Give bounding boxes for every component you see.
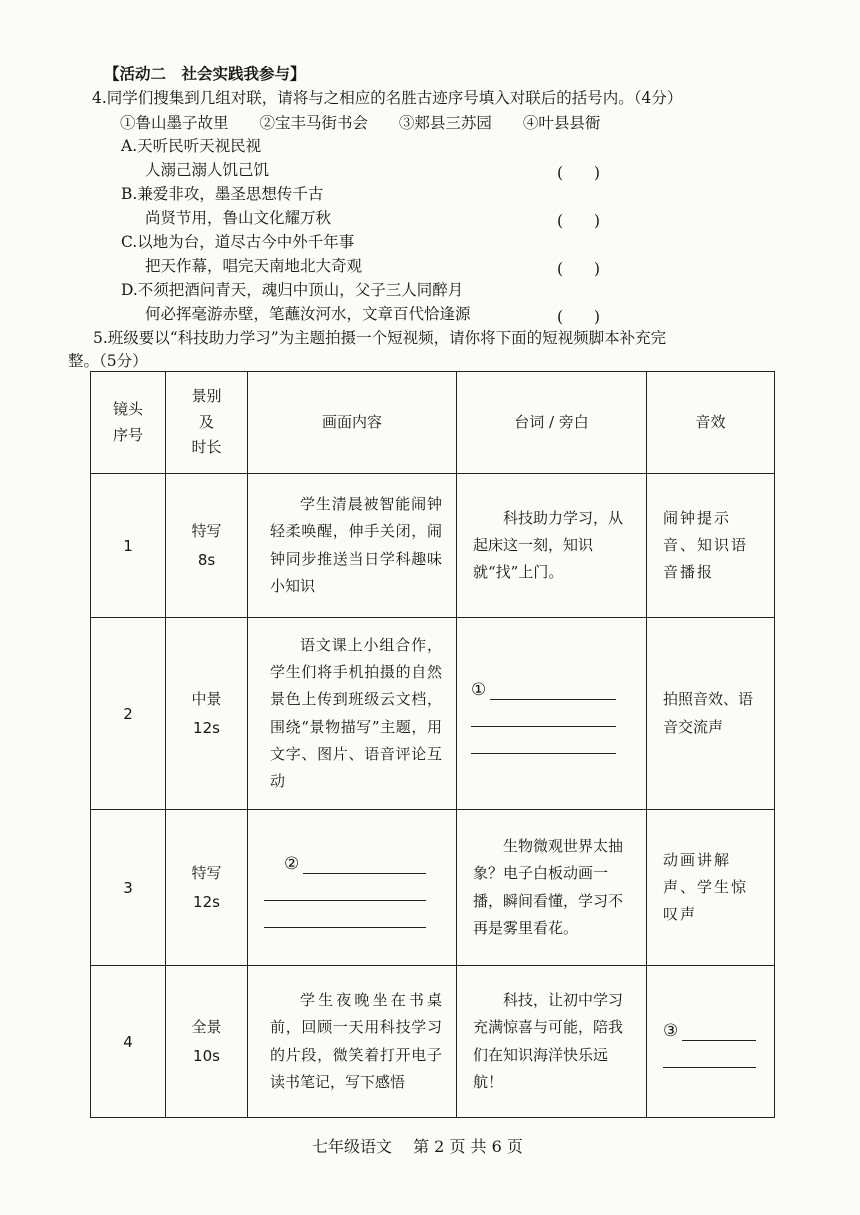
dialog-text: 科技，让初中学习充满惊喜与可能，陪我们在知识海洋快乐远航！	[457, 966, 647, 1118]
header-scene: 画面内容	[248, 372, 457, 474]
couplet-a-line1: A.天听民听天视民视	[121, 137, 262, 155]
shot-number: 3	[91, 810, 166, 966]
video-script-table	[90, 371, 775, 1118]
blank-marker-1: ①	[471, 679, 487, 700]
blank-marker-2: ②	[284, 853, 300, 874]
shot-type: 特写 8s	[166, 474, 248, 618]
page-footer: 七年级语文 第 2 页 共 6 页	[312, 1137, 523, 1156]
couplet-b-line1: B.兼爱非攻，墨圣思想传千古	[121, 185, 324, 203]
scene-content: 学生清晨被智能闹钟轻柔唤醒，伸手关闭，闹钟同步推送当日学科趣味小知识	[248, 474, 457, 618]
shot-number: 1	[91, 474, 166, 618]
question-4-options	[120, 116, 626, 132]
couplet-d-line2: 何必挥毫游赤壁，笔蘸汝河水，文章百代恰逢源	[145, 305, 471, 323]
couplet-d-line1: D.不须把酒问青天，魂归中顶山，父子三人同醉月	[121, 281, 464, 299]
answer-paren-a[interactable]: ( )	[557, 164, 601, 182]
header-dialog: 台词 / 旁白	[457, 372, 647, 474]
option-1: ①鲁山墨子故里	[120, 114, 229, 132]
couplet-c-line2: 把天作幕，唱完天南地北大奇观	[145, 257, 363, 275]
table-header-row	[91, 372, 775, 474]
shot-number: 2	[91, 618, 166, 810]
couplet-b-line2: 尚贤节用，鲁山文化耀万秋	[145, 209, 332, 227]
section-title: 【活动二 社会实践我参与】	[104, 64, 306, 83]
table-row	[91, 810, 775, 966]
shot-number: 4	[91, 966, 166, 1118]
couplet-c-line1: C.以地为台，道尽古今中外千年事	[121, 233, 355, 251]
question-5-prompt-line2: 整。（5分）	[68, 352, 148, 370]
question-4-prompt: 4.同学们搜集到几组对联，请将与之相应的名胜古迹序号填入对联后的括号内。（4分）	[92, 89, 683, 107]
shot-type: 中景 12s	[166, 618, 248, 810]
answer-paren-c[interactable]: ( )	[557, 260, 601, 278]
sound-effect: 拍照音效、语音交流声	[647, 618, 775, 810]
shot-type: 全景 10s	[166, 966, 248, 1118]
scene-content: 语文课上小组合作，学生们将手机拍摄的自然景色上传到班级云文档，围绕“景物描写”主题，用文字、图片、语音评论互动	[248, 618, 457, 810]
answer-paren-d[interactable]: ( )	[557, 308, 601, 326]
couplet-a-line2: 人溺己溺人饥己饥	[145, 161, 270, 179]
dialog-text: 科技助力学习，从起床这一刻，知识就“找”上门。	[457, 474, 647, 618]
scene-blank[interactable]	[248, 810, 457, 966]
blank-marker-3: ③	[663, 1021, 679, 1041]
question-5-prompt-line1: 5.班级要以“科技助力学习”为主题拍摄一个短视频，请你将下面的短视频脚本补充完	[93, 329, 667, 347]
sound-blank[interactable]	[647, 966, 775, 1118]
option-2: ②宝丰马街书会	[259, 114, 368, 132]
option-4: ④叶县县衙	[522, 114, 601, 132]
header-sound: 音效	[647, 372, 775, 474]
sound-effect: 动画讲解声、学生惊叹声	[647, 810, 775, 966]
header-shot-type-duration: 景别 及 时长	[166, 372, 248, 474]
dialog-blank[interactable]	[457, 618, 647, 810]
table-row	[91, 618, 775, 810]
scene-content: 学生夜晚坐在书桌前，回顾一天用科技学习的片段，微笑着打开电子读书笔记，写下感悟	[248, 966, 457, 1118]
option-3: ③郏县三苏园	[398, 114, 492, 132]
answer-paren-b[interactable]: ( )	[557, 212, 601, 230]
header-shot-number: 镜头 序号	[91, 372, 166, 474]
table-row	[91, 966, 775, 1118]
dialog-text: 生物微观世界太抽象？电子白板动画一播，瞬间看懂，学习不再是雾里看花。	[457, 810, 647, 966]
shot-type: 特写 12s	[166, 810, 248, 966]
sound-effect: 闹钟提示音、知识语音播报	[647, 474, 775, 618]
table-row	[91, 474, 775, 618]
